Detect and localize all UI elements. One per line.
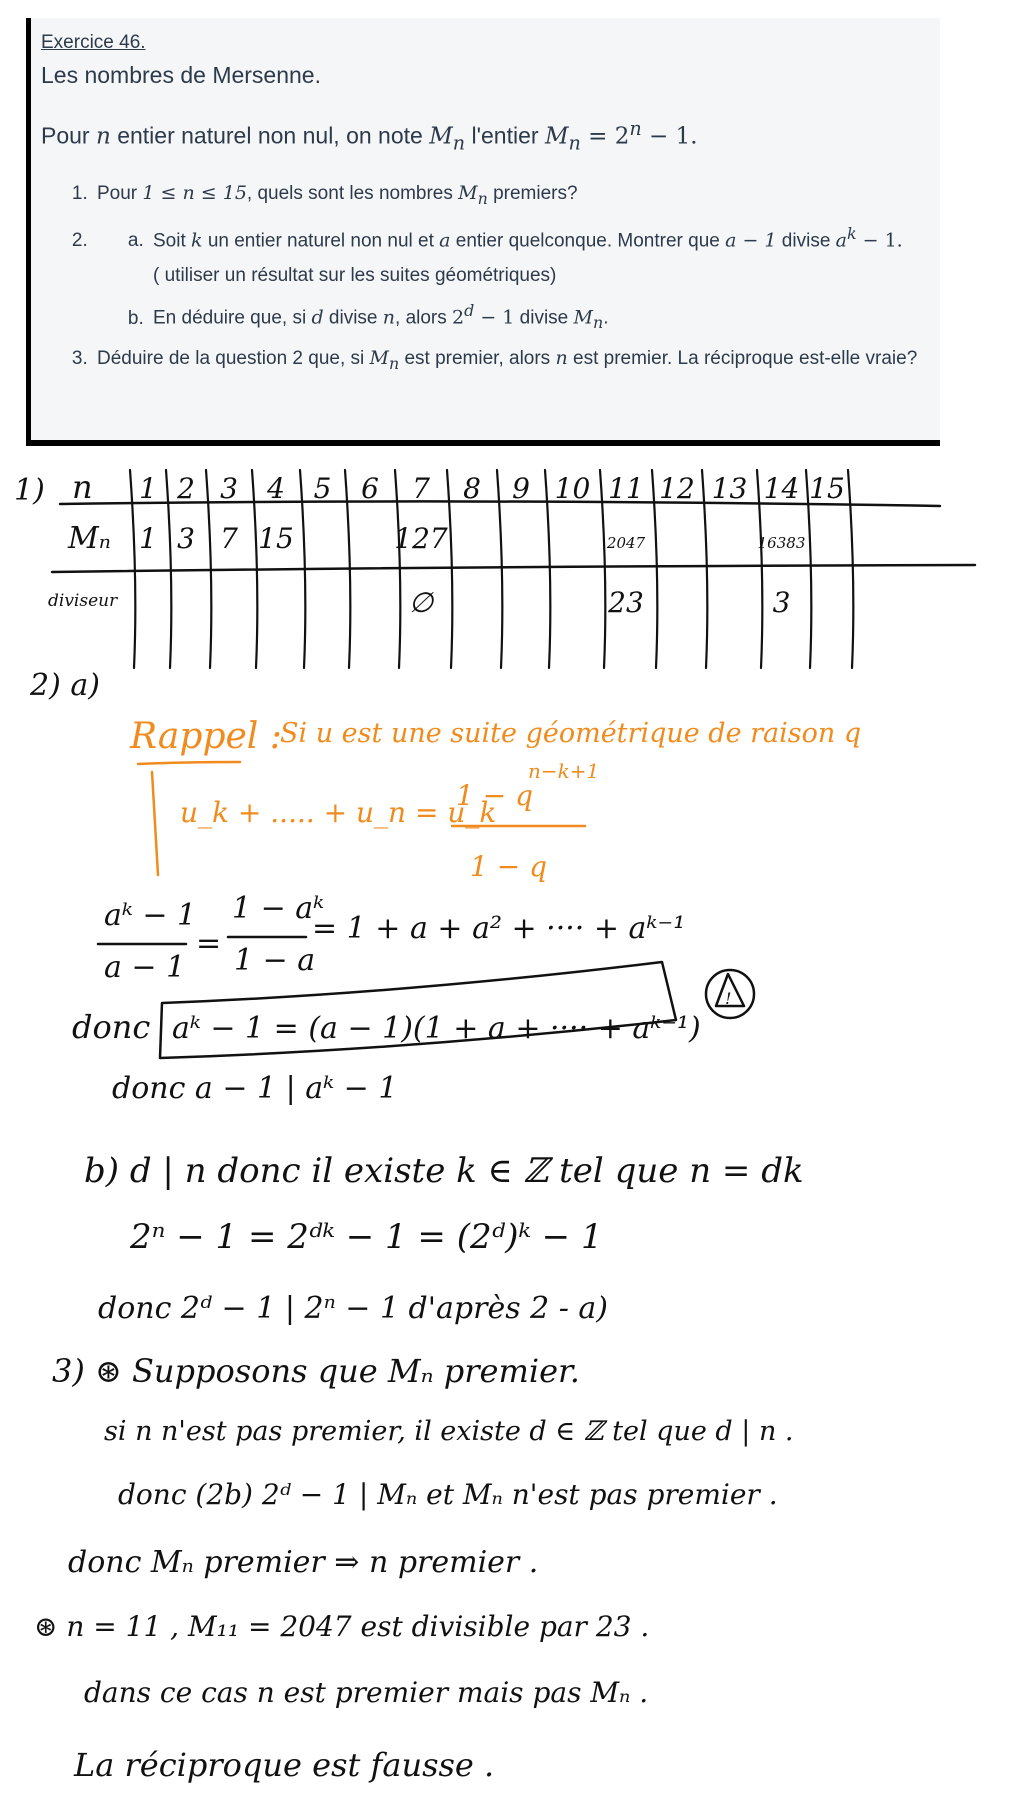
rappel-underline [138, 762, 240, 764]
table-column-line [545, 470, 550, 668]
table-column-line [702, 470, 707, 668]
table-cell-mn: 2047 [606, 534, 646, 552]
question-2b: b. En déduire que, si d divise n, alors $2^d - 1$ divise $M_n$. [149, 293, 940, 340]
table-cell-divisor: ∅ [408, 586, 434, 619]
table-cell-n: 5 [313, 472, 332, 505]
part-3-line-5: ⊛ n = 11 , M₁₁ = 2047 est divisible par 23 . [34, 1610, 650, 1643]
table-column-line [652, 470, 657, 668]
table-cell-divisor: 23 [608, 586, 644, 619]
part-3-line-4: donc Mₙ premier ⇒ n premier . [68, 1545, 539, 1580]
table-column-line [166, 470, 171, 668]
fraction-1-denominator: a − 1 [104, 950, 186, 985]
exercise-intro: Pour n entier naturel non nul, on note $M_n$ l'entier $M_n = 2^n - 1$. [41, 117, 698, 155]
table-cell-mn: 3 [177, 522, 195, 555]
question-2a-hint: ( utiliser un résultat sur les suites géométriques) [153, 265, 557, 287]
geometric-sum: = 1 + a + a² + ···· + aᵏ⁻¹ [312, 911, 686, 946]
table-column-line [447, 470, 452, 668]
table-cell-n: 10 [554, 472, 591, 505]
table-column-line [600, 470, 605, 668]
donc-label: donc [72, 1008, 151, 1046]
part-3-line-2: si n n'est pas premier, il existe d ∈ ℤ tel que d | n . [104, 1416, 794, 1447]
fraction-1-numerator: aᵏ − 1 [104, 898, 197, 933]
table-column-line [130, 470, 135, 668]
table-cell-n: 14 [763, 472, 800, 505]
table-cell-n: 1 [139, 472, 157, 505]
fraction-2-denominator: 1 − a [234, 943, 316, 978]
table-cell-divisor: 3 [772, 586, 791, 619]
table-cell-mn: 1 [139, 522, 157, 555]
part-3-line-6: dans ce cas n est premier mais pas Mₙ . [84, 1676, 649, 1709]
fraction-equals: = [196, 926, 222, 961]
rappel-geometric-sum [129, 716, 861, 883]
table-cell-n: 2 [177, 472, 195, 505]
part-3-line-1: 3) ⊛ Supposons que Mₙ premier. [52, 1352, 580, 1390]
table-cell-n: 9 [512, 472, 530, 505]
table-cell-mn: 15 [258, 522, 294, 555]
proof-2b [84, 1151, 804, 1326]
rappel-text: Si u est une suite géométrique de raison q [280, 718, 862, 749]
part-2b-line-1: b) d | n donc il existe k ∈ ℤ tel que n = dk [84, 1151, 804, 1191]
exercise-title: Exercice 46. [41, 32, 146, 53]
divisibility-conclusion: donc a − 1 | aᵏ − 1 [112, 1071, 398, 1106]
table-cell-n: 12 [659, 472, 695, 505]
part-1-label: 1) [14, 473, 45, 508]
mersenne-table [14, 468, 975, 668]
rappel-numerator: 1 − q [456, 779, 533, 812]
table-cell-mn: 16383 [757, 534, 806, 552]
table-cell-mn: 127 [394, 522, 448, 555]
question-2a: a. 2. Soit k un entier naturel non nul et a entier quelconque. Montrer que a − 1 divise $a^k - 1$. ( utiliser un résultat sur les suites géométriques) [149, 216, 940, 293]
rappel-numerator-exponent: n−k+1 [528, 759, 600, 783]
rappel-bar [152, 772, 158, 875]
table-rule-bottom [52, 565, 975, 572]
fraction-2-numerator: 1 − aᵏ [232, 891, 325, 926]
part-2b-line-3: donc 2ᵈ − 1 | 2ⁿ − 1 d'après 2 - a) [98, 1291, 609, 1326]
rappel-title: Rappel : [130, 716, 282, 757]
proof-3 [34, 1352, 794, 1784]
table-cell-mn: 7 [220, 522, 238, 555]
table-column-line [497, 470, 502, 668]
part-2a-label: 2) a) [30, 668, 100, 703]
table-cell-n: 8 [463, 472, 481, 505]
table-cell-n: 13 [711, 472, 748, 505]
table-row-label-m: Mₙ [68, 521, 111, 556]
table-row-label-n: n [72, 468, 93, 506]
table-row-label-divisor: diviseur [48, 591, 118, 611]
table-cell-n: 6 [361, 472, 379, 505]
warning-mark: ! [725, 989, 732, 1008]
proof-2a [72, 891, 754, 1106]
part-2b-line-2: 2ⁿ − 1 = 2ᵈᵏ − 1 = (2ᵈ)ᵏ − 1 [130, 1217, 603, 1257]
boxed-identity: aᵏ − 1 = (a − 1)(1 + a + ···· + aᵏ⁻¹) [172, 1011, 701, 1046]
question-1: 1. Pour 1 ≤ n ≤ 15, quels sont les nombres $M_n$ premiers? [93, 176, 940, 216]
table-cell-n: 4 [267, 472, 285, 505]
table-cell-n: 15 [809, 472, 845, 505]
table-column-line [848, 470, 853, 668]
rappel-denominator: 1 − q [470, 850, 547, 883]
table-cell-n: 7 [412, 472, 430, 505]
table-column-line [757, 470, 762, 668]
exercise-subtitle: Les nombres de Mersenne. [41, 62, 321, 88]
table-cell-n: 3 [220, 472, 238, 505]
part-3-line-7: La réciproque est fausse . [74, 1746, 495, 1784]
question-3: 3. Déduire de la question 2 que, si $M_n$ est premier, alors n est premier. La réciproque est-elle vraie? [93, 341, 940, 381]
rappel-formula: u_k + ..... + u_n = u_k [180, 796, 497, 829]
part-3-line-3: donc (2b) 2ᵈ − 1 | Mₙ et Mₙ n'est pas premier . [118, 1478, 778, 1511]
table-cell-n: 11 [608, 472, 644, 505]
